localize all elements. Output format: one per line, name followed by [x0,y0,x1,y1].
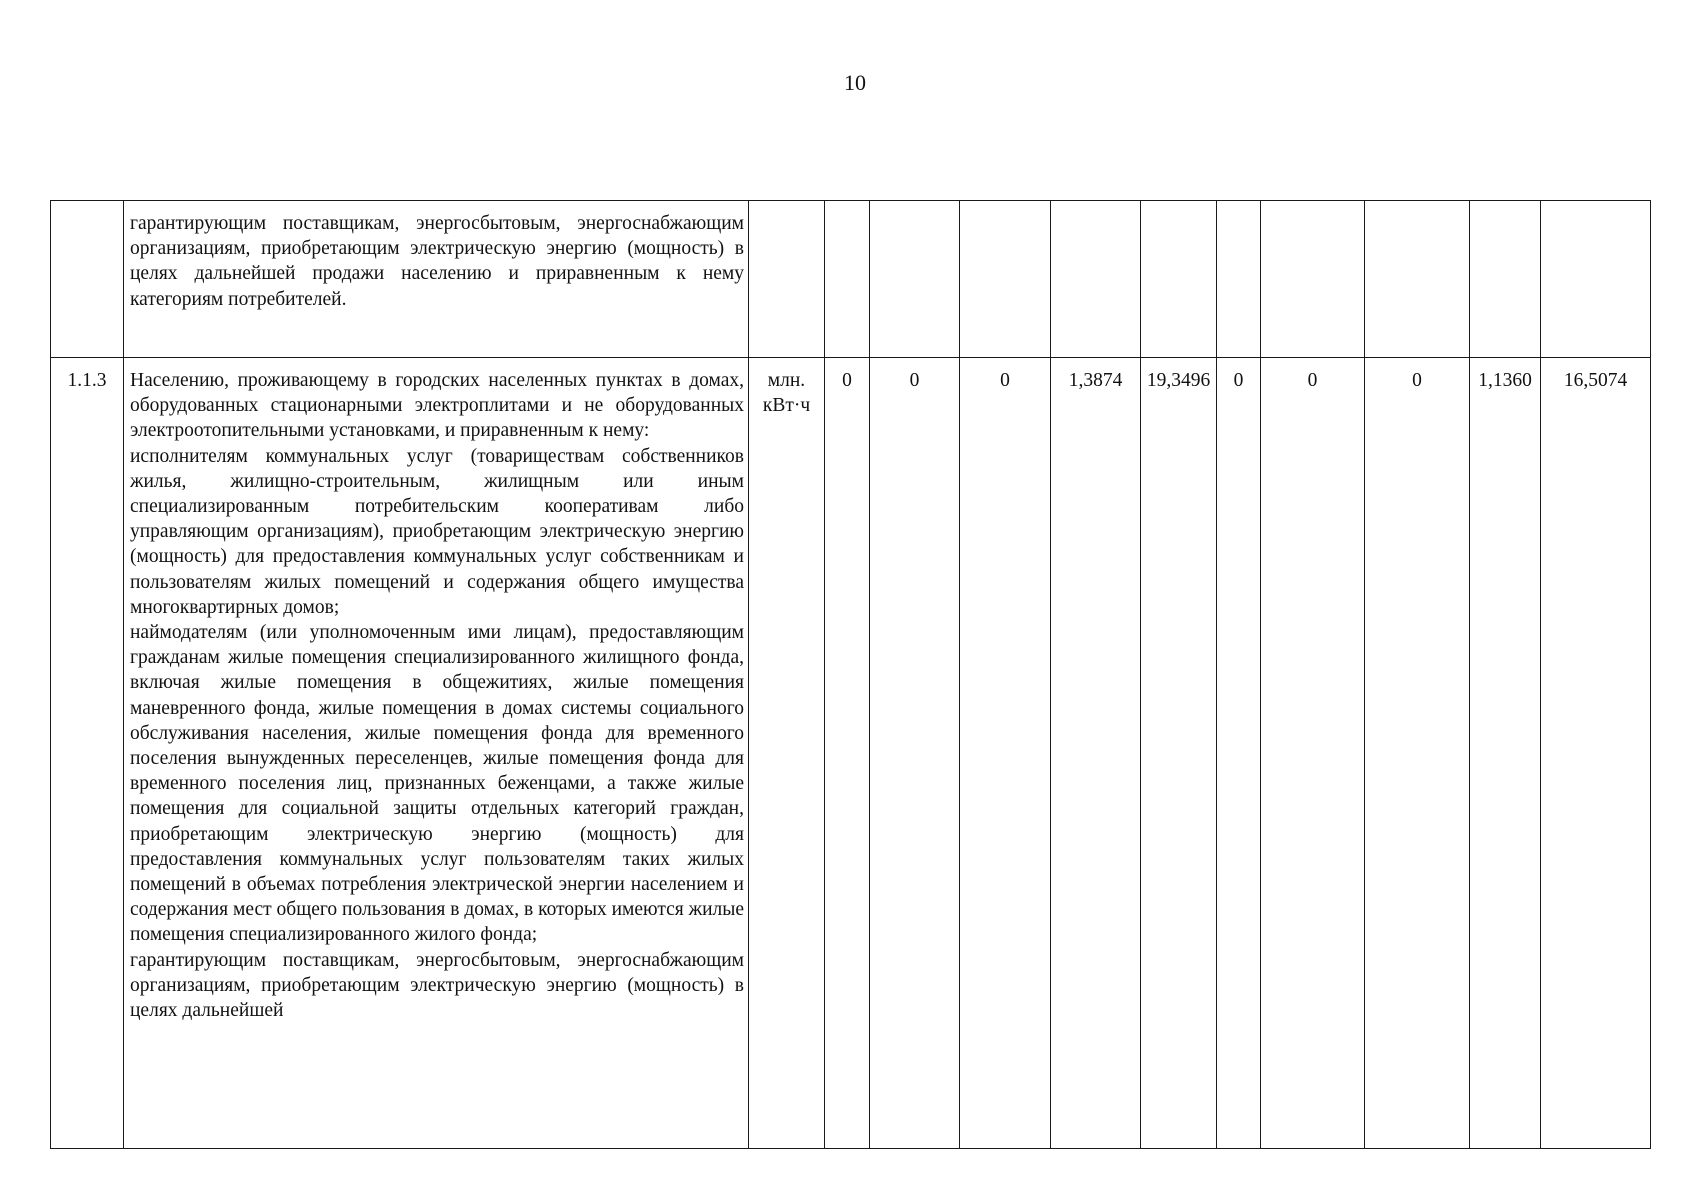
value-cell: 0 [960,358,1051,1149]
description-cell [124,201,749,358]
row-number-cell [51,201,124,358]
value-cell [1541,201,1651,358]
value-cell: 0 [870,358,960,1149]
value-cell: 19,3496 [1141,358,1217,1149]
tariff-table [50,200,1651,1149]
value-cell [1261,201,1365,358]
description-text: гарантирующим поставщикам, энергосбытовым, энергоснабжающим организациям, приобретающим электрическую энергию (мощность) в целях дальнейшей продажи населению и приравненным к нему категориям потребителей. [130,213,744,310]
page-number: 10 [844,70,866,95]
table-row-continued [51,201,1651,358]
value-cell [1141,201,1217,358]
unit-line: кВт·ч [762,395,811,417]
value-cell: 0 [1217,358,1261,1149]
description-paragraph: исполнителям коммунальных услуг (товариществам собственников жилья, жилищно-строительным, жилищным или иным специализированным потребительским кооперативам либо управляющим организациям), приобретающим электрическую энергию (мощность) для предоставления коммунальных услуг собственникам и пользователям жилых помещений и содержания общего имущества многоквартирных домов; [130,445,744,618]
value-cell [1217,201,1261,358]
value-cell: 1,1360 [1470,358,1541,1149]
value-cell [1470,201,1541,358]
unit-cell [749,358,825,1149]
value-cell: 16,5074 [1541,358,1651,1149]
value-cell [870,201,960,358]
value-cell [825,201,870,358]
unit-cell [749,201,825,358]
description-paragraph: наймодателям (или уполномоченным ими лицам), предоставляющим гражданам жилые помещения специализированного жилищного фонда, включая жилые помещения в общежитиях, жилые помещения маневренного фонда, жилые помещения в домах системы социального обслуживания населения, жилые помещения фонда для временного поселения вынужденных переселенцев, жилые помещения фонда для временного поселения лиц, признанных беженцами, а также жилые помещения для социальной защиты отдельных категорий граждан, приобретающим электрическую энергию (мощность) для предоставления коммунальных услуг пользователям таких жилых помещений в объемах потребления электрической энергии населением и содержания мест общего пользования в домах, в которых имеются жилые помещения специализированного жилого фонда; [130,622,744,946]
value-cell [960,201,1051,358]
table-row-1-1-3 [51,358,1651,1149]
value-cell: 0 [1365,358,1470,1149]
description-cell [124,358,749,1149]
description-paragraph: гарантирующим поставщикам, энергосбытовым, энергоснабжающим организациям, приобретающим электрическую энергию (мощность) в целях дальнейшей [130,949,744,1022]
value-cell: 1,3874 [1051,358,1141,1149]
value-cell [1051,201,1141,358]
row-number-cell: 1.1.3 [51,358,124,1149]
value-cell: 0 [1261,358,1365,1149]
value-cell [1365,201,1470,358]
unit-line: млн. [767,370,806,391]
description-paragraph: Населению, проживающему в городских населенных пунктах в домах, оборудованных стационарными электроплитами и не оборудованных электроотопительными установками, и приравненным к нему: [130,370,744,442]
value-cell: 0 [825,358,870,1149]
